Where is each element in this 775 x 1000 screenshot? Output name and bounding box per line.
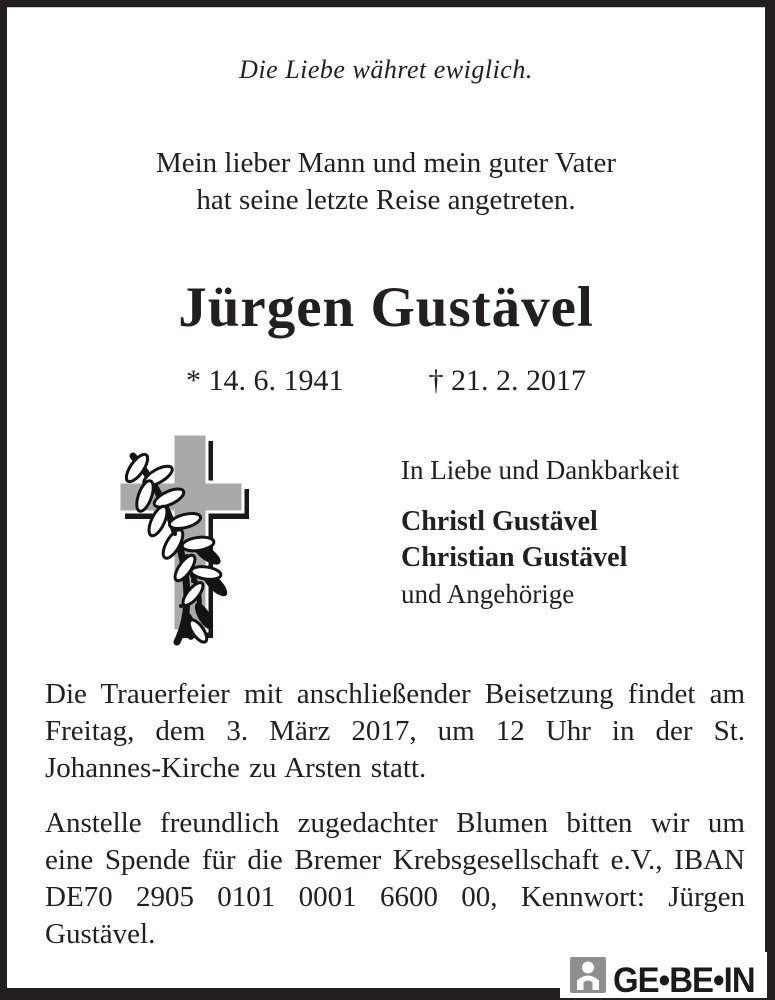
- intro-line-1: Mein lieber Mann und mein guter Vater: [155, 147, 617, 179]
- epigraph: Die Liebe währet ewiglich.: [239, 55, 533, 84]
- death-date: † 21. 2. 2017: [428, 364, 586, 397]
- publisher-logo-text: GE•BE•IN: [613, 961, 755, 1000]
- memorial-section: [7, 426, 765, 654]
- intro-text: [7, 145, 765, 219]
- gebein-logo-icon: [570, 957, 606, 998]
- mourner-name-1: Christl Gustävel: [401, 506, 598, 537]
- condolence-line: In Liebe und Dankbarkeit: [401, 455, 680, 485]
- notice-paper: [7, 7, 765, 988]
- publisher-logo: [560, 952, 767, 998]
- funeral-details-paragraph: Die Trauerfeier mit anschließender Beisetzung findet am Freitag, dem 3. März 2017, um 12 Uhr in der St. Johannes-Kirche zu Arsten statt.: [45, 678, 745, 784]
- intro-line-2: hat seine letzte Reise angetreten.: [196, 184, 576, 216]
- deceased-name: Jürgen Gustävel: [178, 276, 594, 339]
- cross-with-branch-icon: [103, 426, 283, 656]
- mourners-suffix: und Angehörige: [401, 579, 575, 609]
- birth-date: * 14. 6. 1941: [186, 364, 344, 397]
- mourner-name-2: Christian Gustävel: [401, 542, 628, 573]
- donation-request-paragraph: Anstelle freundlich zugedachter Blumen bitten wir um eine Spende für die Bremer Krebsgesellschaft e.V., IBAN DE70 2905 0101 0001 6600 00, Kennwort: Jürgen Gustävel.: [45, 807, 745, 950]
- mourners-block: [401, 426, 679, 612]
- life-dates: [7, 364, 765, 398]
